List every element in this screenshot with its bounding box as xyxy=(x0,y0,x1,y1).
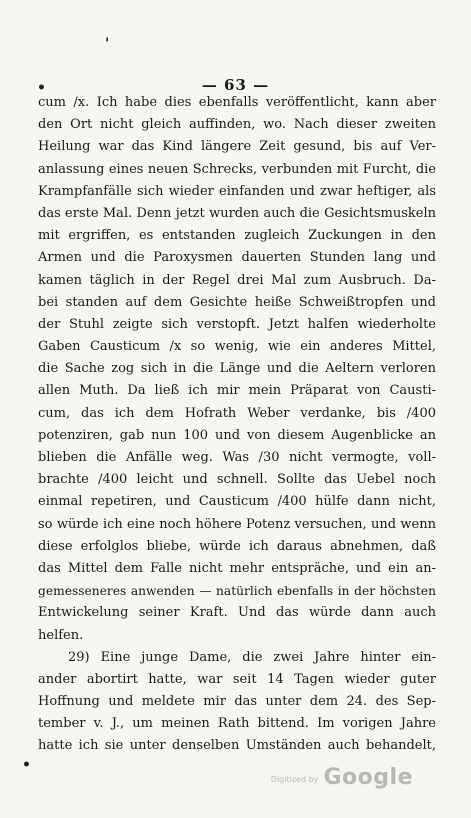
text-line: einmal repetiren, und Causticum /400 hülfe dann nicht, xyxy=(38,494,436,510)
text-line: brachte /400 leicht und schnell. Sollte das Uebel noch xyxy=(38,472,436,488)
text-line: der Stuhl zeigte sich verstopft. Jetzt halfen wiederholte xyxy=(38,316,436,332)
text-line: diese erfolglos bliebe, würde ich daraus abnehmen, daß xyxy=(38,538,436,554)
margin-dot-mark: • xyxy=(37,80,46,96)
margin-dot-mark: • xyxy=(22,757,31,773)
google-watermark xyxy=(271,765,413,790)
margin-tick-mark: ' xyxy=(105,36,110,52)
text-line: bei standen auf dem Gesichte heiße Schweißtropfen und xyxy=(38,294,436,310)
text-line: hatte ich sie unter denselben Umständen auch behandelt, xyxy=(38,738,436,754)
text-line: cum, das ich dem Hofrath Weber verdanke, bis /400 xyxy=(38,405,436,421)
text-line: Entwickelung seiner Kraft. Und das würde dann auch xyxy=(38,605,436,621)
body-text xyxy=(38,92,436,758)
text-line: das Mittel dem Falle nicht mehr entspräche, und ein an- xyxy=(38,560,436,576)
page-number: — 63 — xyxy=(201,76,270,94)
text-line: anlassung eines neuen Schrecks, verbunden mit Furcht, die xyxy=(38,161,436,177)
text-line: potenziren, gab nun 100 und von diesem Augenblicke an xyxy=(38,427,436,443)
text-line: so würde ich eine noch höhere Potenz versuchen, und wenn xyxy=(38,516,436,532)
google-logo: Google xyxy=(323,765,413,790)
text-line: helfen. xyxy=(38,627,84,643)
text-line: gemesseneres anwenden — natürlich ebenfalls in der höchsten xyxy=(38,584,436,599)
text-line: 29) Eine junge Dame, die zwei Jahre hinter ein- xyxy=(68,649,436,665)
text-line: cum /x. Ich habe dies ebenfalls veröffentlicht, kann aber xyxy=(38,95,436,110)
text-line: die Sache zog sich in die Länge und die Aeltern verloren xyxy=(38,361,436,377)
text-line: Krampfanfälle sich wieder einfanden und zwar heftiger, als xyxy=(38,183,436,199)
watermark-prefix: Digitized by xyxy=(270,775,319,784)
text-line: den Ort nicht gleich auffinden, wo. Nach dieser zweiten xyxy=(38,117,436,133)
text-line: kamen täglich in der Regel drei Mal zum Ausbruch. Da- xyxy=(38,272,436,288)
text-line: ander abortirt hatte, war seit 14 Tagen wieder guter xyxy=(38,671,436,687)
text-line: blieben die Anfälle weg. Was /30 nicht vermogte, voll- xyxy=(38,450,436,465)
text-line: allen Muth. Da ließ ich mir mein Präparat von Causti- xyxy=(38,383,436,399)
text-line: tember v. J., um meinen Rath bittend. Im vorigen Jahre xyxy=(38,716,436,732)
text-line: das erste Mal. Denn jetzt wurden auch die Gesichtsmuskeln xyxy=(38,205,436,221)
text-line: Hoffnung und meldete mir das unter dem 24. des Sep- xyxy=(38,694,436,710)
text-line: Gaben Causticum /x so wenig, wie ein anderes Mittel, xyxy=(38,339,436,355)
text-line: Armen und die Paroxysmen dauerten Stunden lang und xyxy=(38,250,436,266)
text-line: Heilung war das Kind längere Zeit gesund, bis auf Ver- xyxy=(38,139,436,155)
text-line: mit ergriffen, es entstanden zugleich Zuckungen in den xyxy=(38,228,436,244)
